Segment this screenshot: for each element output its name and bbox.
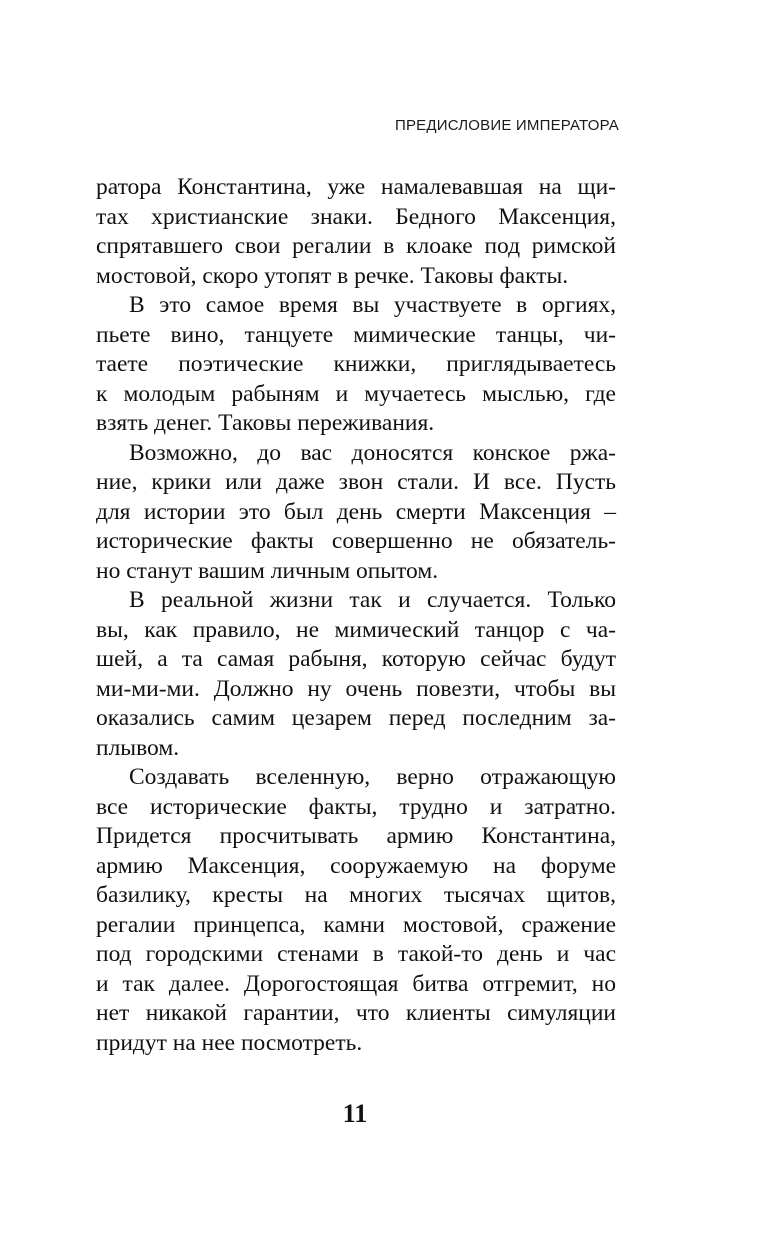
text-line: ратора Константина, уже намалевавшая на щи-	[96, 174, 616, 200]
text-line: все исторические факты, трудно и затратно.	[96, 793, 616, 820]
page-number: 11	[342, 1099, 368, 1128]
text-line: мостовой, скоро утопят в речке. Таковы факты.	[96, 262, 569, 289]
running-header: ПРЕДИСЛОВИЕ ИМПЕРАТОРА	[395, 117, 619, 134]
text-line: В это самое время вы участвуете в оргиях,	[129, 292, 616, 318]
text-line: нет никакой гарантии, что клиенты симуляции	[96, 1000, 616, 1026]
text-line: исторические факты совершенно не обязатель-	[96, 528, 616, 554]
text-line: но станут вашим личным опытом.	[96, 557, 439, 584]
text-line: взять денег. Таковы переживания.	[96, 410, 435, 436]
text-line: регалии принцепса, камни мостовой, сражение	[96, 911, 616, 938]
text-line: для истории это был день смерти Максенция –	[96, 498, 616, 525]
text-line: оказались самим цезарем перед последним за-	[96, 705, 616, 731]
text-line: вы, как правило, не мимический танцор с ча-	[96, 616, 616, 643]
body-text	[96, 173, 616, 1058]
text-line: пьете вино, танцуете мимические танцы, чи-	[96, 321, 616, 348]
paragraph-3	[96, 439, 616, 587]
text-line: под городскими стенами в такой-то день и час	[96, 941, 616, 967]
text-line: спрятавшего свои регалии в клоаке под римской	[96, 233, 616, 259]
text-line: Создавать вселенную, верно отражающую	[129, 764, 616, 790]
text-line: шей, а та самая рабыня, которую сейчас будут	[96, 646, 616, 672]
text-line: В реальной жизни так и случается. Только	[129, 587, 616, 613]
text-line: ми-ми-ми. Должно ну очень повезти, чтобы вы	[96, 675, 616, 702]
text-line: армию Максенция, сооружаемую на форуме	[96, 852, 616, 879]
text-line: Возможно, до вас доносятся конское ржа-	[129, 439, 616, 466]
paragraph-1	[96, 173, 616, 291]
text-line: придут на нее посмотреть.	[96, 1029, 363, 1056]
paragraph-2	[96, 291, 616, 439]
paragraph-5	[96, 763, 616, 1058]
text-line: и так далее. Дорогостоящая битва отгремит, но	[96, 970, 616, 997]
text-line: к молодым рабыням и мучаетесь мыслью, где	[96, 380, 616, 407]
text-line: базилику, кресты на многих тысячах щитов,	[96, 882, 616, 908]
paragraph-4	[96, 586, 616, 763]
text-line: таете поэтические книжки, приглядываетесь	[96, 351, 616, 377]
text-line: ние, крики или даже звон стали. И все. Пусть	[96, 469, 616, 495]
text-line: тах христианские знаки. Бедного Максенция,	[96, 203, 616, 230]
text-line: Придется просчитывать армию Константина,	[96, 823, 616, 849]
text-line: плывом.	[96, 734, 180, 761]
